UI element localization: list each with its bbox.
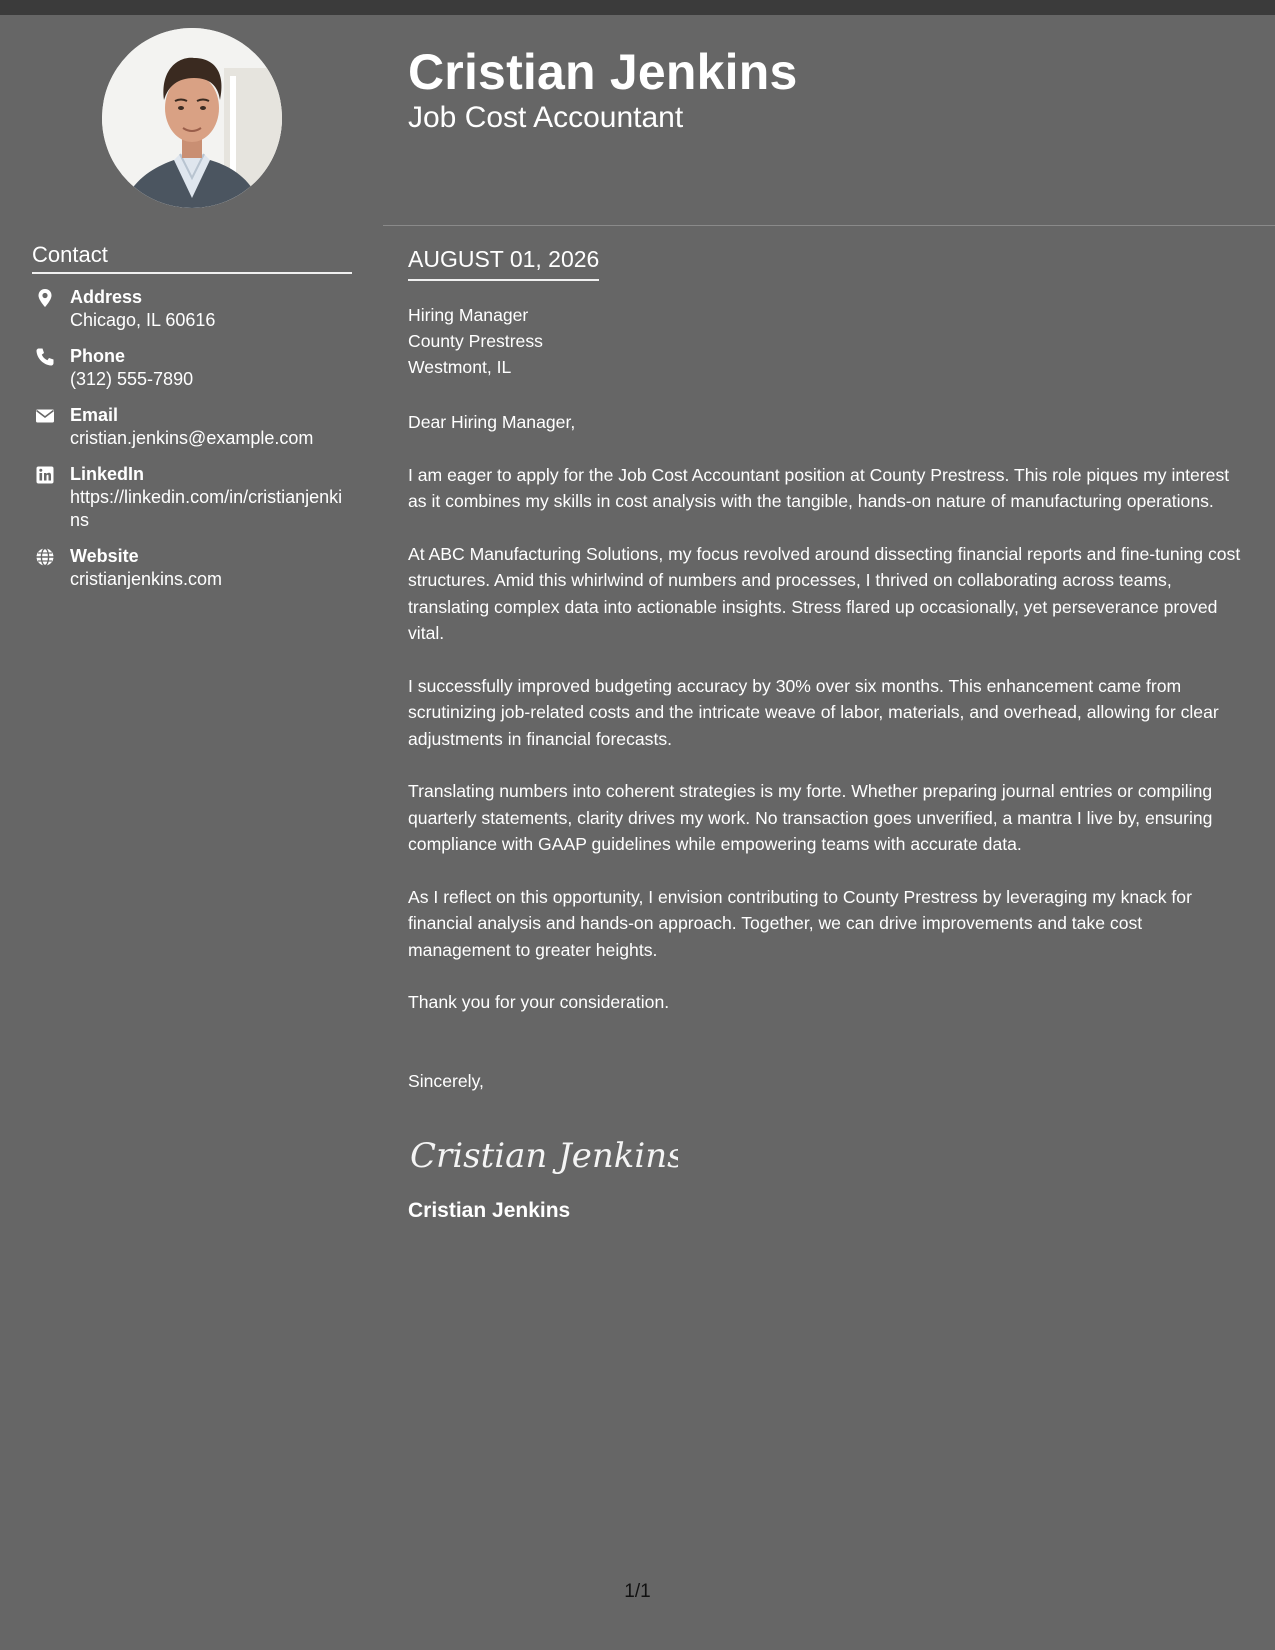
address-value: Chicago, IL 60616 [70, 310, 216, 330]
contact-item-email [32, 404, 352, 450]
globe-icon [35, 547, 55, 567]
page-number: 1/1 [624, 1581, 651, 1602]
applicant-name: Cristian Jenkins [408, 44, 798, 100]
contact-item-linkedin [32, 463, 352, 532]
contact-heading: Contact [32, 242, 352, 274]
contact-item-address [32, 286, 352, 332]
signer-name: Cristian Jenkins [408, 1199, 571, 1222]
linkedin-value[interactable]: https://linkedin.com/in/cristianjenkins [70, 487, 343, 530]
phone-value: (312) 555-7890 [70, 369, 194, 389]
applicant-title: Job Cost Accountant [408, 101, 684, 134]
letter-greeting: Dear Hiring Manager, [408, 412, 576, 432]
contact-label: Address [70, 287, 143, 307]
header-divider [383, 225, 1275, 226]
letter-paragraph: Translating numbers into coherent strategies is my forte. Whether preparing journal entries or compiling quarterly statements, clarity drives my work. No transaction goes unverified, a mantra I live by, ensuring compliance with GAAP guidelines while empowering teams with accurate data. [408, 781, 1213, 854]
letter-paragraph: I am eager to apply for the Job Cost Accountant position at County Prestress. This role piques my interest as it combines my skills in cost analysis with the tangible, hands-on nature of manufacturing operations. [408, 464, 1230, 511]
letter-paragraph: At ABC Manufacturing Solutions, my focus revolved around dissecting financial reports and fine-tuning cost structures. Amid this whirlwind of numbers and processes, I thrived on collaborating across teams, translating complex data into actionable insights. Stress flared up occasionally, yet perseverance proved vital. [408, 543, 1241, 643]
avatar [102, 28, 282, 208]
contact-label: LinkedIn [70, 464, 145, 484]
main-content [383, 15, 1275, 1650]
signature-graphic [408, 1130, 678, 1180]
email-icon [35, 406, 55, 426]
recipient-block [408, 302, 1248, 380]
recipient-line: Westmont, IL [408, 357, 512, 377]
phone-icon [35, 347, 55, 367]
letter-date: AUGUST 01, 2026 [408, 246, 599, 281]
avatar-portrait [102, 28, 282, 208]
sidebar [0, 15, 383, 1650]
recipient-line: Hiring Manager [408, 305, 529, 325]
signature-text: Cristian Jenkins [410, 1136, 678, 1176]
email-value[interactable]: cristian.jenkins@example.com [70, 428, 314, 448]
cover-letter-page [0, 15, 1275, 1650]
handwritten-signature [408, 1130, 1248, 1180]
contact-label: Phone [70, 346, 126, 366]
contact-label: Website [70, 546, 139, 566]
contact-label: Email [70, 405, 119, 425]
contact-item-website [32, 545, 352, 591]
linkedin-icon [35, 465, 55, 485]
letter-paragraph: Thank you for your consideration. [408, 992, 670, 1012]
letter-body [408, 302, 1248, 1225]
letter-paragraph: As I reflect on this opportunity, I envision contributing to County Prestress by leveraging my knack for financial analysis and hands-on approach. Together, we can drive improvements and take cost management to greater heights. [408, 886, 1192, 960]
location-pin-icon [35, 288, 55, 308]
letter-closing: Sincerely, [408, 1070, 484, 1091]
contact-list [32, 286, 352, 604]
recipient-line: County Prestress [408, 331, 543, 351]
website-value[interactable]: cristianjenkins.com [70, 569, 223, 589]
contact-item-phone [32, 345, 352, 391]
top-bar [0, 0, 1275, 15]
letter-paragraph: I successfully improved budgeting accuracy by 30% over six months. This enhancement came from scrutinizing job-related costs and the intricate weave of labor, materials, and overhead, allowing for clear adjustments in financial forecasts. [408, 675, 1219, 749]
